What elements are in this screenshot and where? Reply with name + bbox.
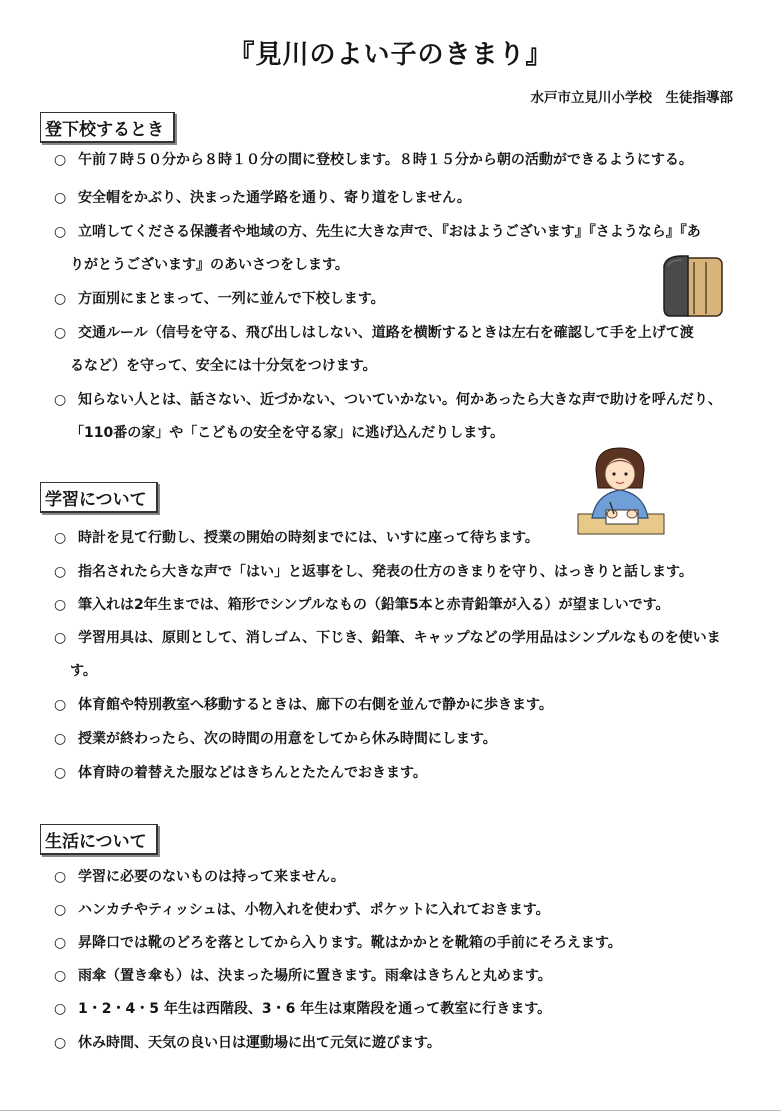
item-text: ハンカチやティッシュは、小物入れを使わず、ポケットに入れておきます。 [78,902,550,918]
item-text: 1・2・4・5 年生は西階段、3・6 年生は東階段を通って教室に行きます。 [78,1001,552,1017]
item-text: 学習用具は、原則として、消しゴム、下じき、鉛筆、キャップなどの学用品はシンプルなものを使いま [78,630,721,646]
list-item [54,1027,754,1060]
list-item [54,861,754,894]
item-text-cont: 「110番の家」や「こどもの安全を守る家」に逃げ込んだりします。 [70,425,505,441]
list-item [54,556,754,589]
list-item [54,689,754,722]
item-text: 学習に必要のないものは持って来ません。 [78,869,345,885]
list-item [54,283,754,316]
bullet-mark: ○ [54,697,67,713]
bullet-mark: ○ [54,1001,67,1017]
bullet-mark: ○ [54,291,67,307]
list-item [54,757,754,790]
item-text: 午前７時５０分から８時１０分の間に登校します。８時１５分から朝の活動ができるようにする。 [78,152,693,168]
page-edge-line [0,1110,781,1111]
bullet-mark: ○ [54,190,67,206]
bullet-mark: ○ [54,564,67,580]
bullet-mark: ○ [54,935,67,951]
section-heading-life: 生活について [40,824,158,855]
bullet-mark: ○ [54,152,67,168]
item-text: 交通ルール（信号を守る、飛び出しはしない、道路を横断するときは左右を確認して手を上げて渡 [78,325,694,341]
item-text: 体育時の着替えた服などはきちんとたたんでおきます。 [78,765,427,781]
list-item [54,182,754,215]
list-item [54,960,754,993]
list-item [54,622,754,688]
bullet-mark: ○ [54,902,67,918]
bullet-mark: ○ [54,1035,67,1051]
bullet-mark: ○ [54,392,67,408]
bullet-mark: ○ [54,325,67,341]
list-item [54,589,754,622]
item-text: 雨傘（置き傘も）は、決まった場所に置きます。雨傘はきちんと丸めます。 [78,968,552,984]
bullet-mark: ○ [54,224,67,240]
bullet-mark: ○ [54,630,67,646]
list-item [54,927,754,960]
list-item [54,723,754,756]
item-text: 昇降口では靴のどろを落としてから入ります。靴はかかとを靴箱の手前にそろえます。 [78,935,622,951]
item-text-cont: るなど）を守って、安全には十分気をつけます。 [70,358,377,374]
list-item [54,216,754,282]
bullet-mark: ○ [54,597,67,613]
item-text-cont: す。 [70,663,97,679]
item-text: 休み時間、天気の良い日は運動場に出て元気に遊びます。 [78,1035,441,1051]
item-text: 指名されたら大きな声で「はい」と返事をし、発表の仕方のきまりを守り、はっきりと話します。 [78,564,693,580]
item-text: 筆入れは2年生までは、箱形でシンプルなもの（鉛筆5本と赤青鉛筆が入る）が望ましいです。 [78,597,670,613]
bullet-mark: ○ [54,731,67,747]
girl-studying-illustration [576,440,668,538]
section-heading-commute: 登下校するとき [40,112,175,143]
school-backpack-illustration [660,252,726,320]
list-item [54,894,754,927]
bullet-mark: ○ [54,968,67,984]
list-item [54,317,754,383]
bullet-mark: ○ [54,530,67,546]
item-text: 安全帽をかぶり、決まった通学路を通り、寄り道をしません。 [78,190,471,206]
bullet-mark: ○ [54,765,67,781]
section-heading-study: 学習について [40,482,158,513]
bullet-mark: ○ [54,869,67,885]
item-text: 時計を見て行動し、授業の開始の時刻までには、いすに座って待ちます。 [78,530,539,546]
organization-label: 水戸市立見川小学校 生徒指導部 [530,90,733,106]
item-text: 体育館や特別教室へ移動するときは、廊下の右側を並んで静かに歩きます。 [78,697,553,713]
item-text: 知らない人とは、話さない、近づかない、ついていかない。何かあったら大きな声で助けを呼んだり、 [78,392,722,408]
item-text-cont: りがとうございます』のあいさつをします。 [70,257,349,273]
item-text: 授業が終わったら、次の時間の用意をしてから休み時間にします。 [78,731,497,747]
page-title: 『見川のよい子のきまり』 [228,40,553,70]
list-item [54,993,754,1026]
list-item [54,144,754,177]
item-text: 方面別にまとまって、一列に並んで下校します。 [78,291,385,307]
item-text: 立哨してくださる保護者や地域の方、先生に大きな声で、『おはようございます』『さようなら』『あ [78,224,701,240]
